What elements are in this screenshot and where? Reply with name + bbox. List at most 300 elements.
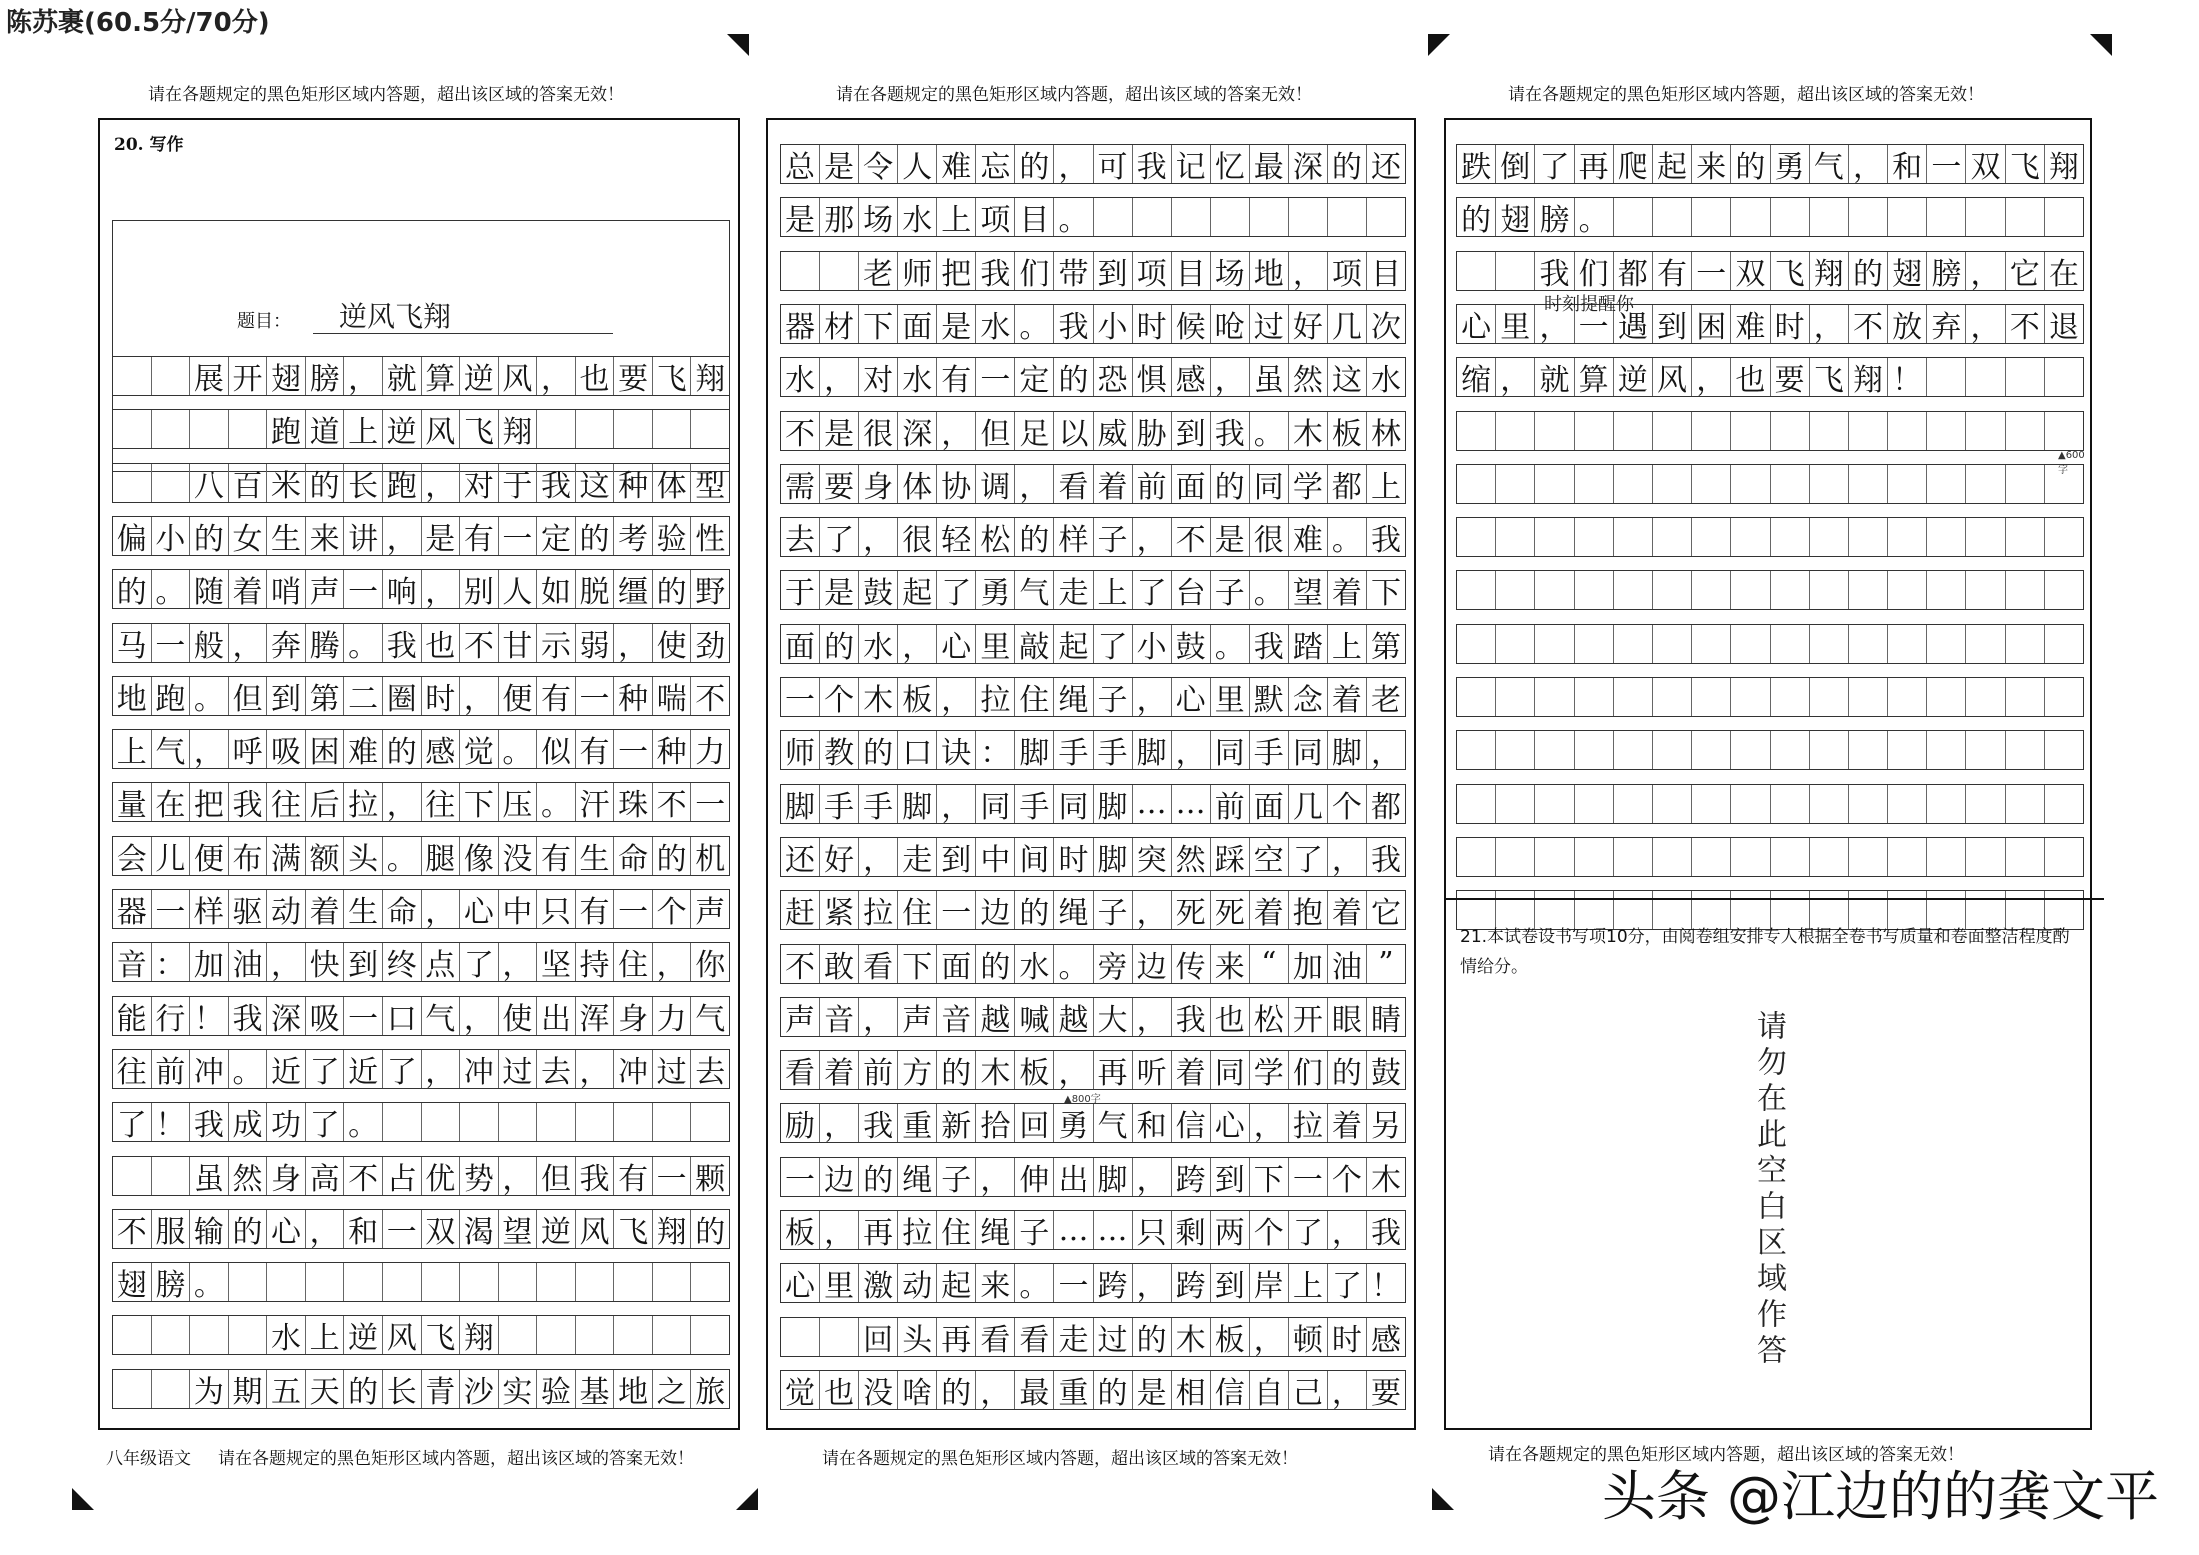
- grid-cell: ，: [1054, 145, 1093, 183]
- corner-mark: [736, 1488, 758, 1510]
- grid-cell: ，: [976, 1371, 1015, 1409]
- grid-cell: 勇: [976, 571, 1015, 609]
- grid-cell: 时: [1328, 1318, 1367, 1356]
- grid-cell: [1810, 625, 1849, 663]
- grid-cell: 使: [499, 997, 538, 1035]
- grid-cell: ，: [306, 1210, 345, 1248]
- grid-cell: 使: [653, 624, 692, 662]
- grid-cell: 过: [1250, 305, 1289, 343]
- grid-cell: [1367, 198, 1405, 236]
- grid-cell: 不: [1172, 518, 1211, 556]
- grid-cell: [1496, 571, 1535, 609]
- grid-cell: 一: [653, 1157, 692, 1195]
- grid-cell: 项: [976, 198, 1015, 236]
- grid-cell: [1692, 518, 1731, 556]
- bottom-notice: 请在各题规定的黑色矩形区域内答题，超出该区域的答案无效！: [1488, 1445, 1964, 1465]
- grid-cell: 验: [537, 1370, 576, 1408]
- grid-cell: ，: [267, 943, 306, 981]
- grid-cell: 。: [190, 677, 229, 715]
- grid-cell: 要: [1771, 358, 1810, 396]
- grid-cell: 也: [422, 624, 461, 662]
- grid-cell: 拉: [344, 783, 383, 821]
- grid-cell: 偏: [113, 517, 152, 555]
- grid-cell: 来: [1211, 945, 1250, 983]
- grid-cell: 很: [1250, 518, 1289, 556]
- grid-cell: 同: [1289, 731, 1328, 769]
- grid-cell: …: [1133, 785, 1172, 823]
- grid-cell: 力: [695, 735, 726, 771]
- grid-cell: 里: [820, 1264, 859, 1302]
- grid-cell: 风: [576, 1210, 615, 1248]
- grid-cell: 跌: [1457, 145, 1496, 183]
- grid-cell: [383, 1103, 422, 1141]
- grid-cell: 不: [695, 681, 726, 717]
- grid-cell: 那: [820, 198, 859, 236]
- grid-cell: 。: [344, 1103, 383, 1141]
- grid-cell: [1653, 731, 1692, 769]
- grid-cell: 我: [1370, 1216, 1401, 1251]
- answer-panel-2: [766, 118, 1416, 1430]
- grid-cell: 我: [1370, 842, 1401, 878]
- grid-row: [1456, 677, 2084, 717]
- grid-cell: 逆: [344, 1316, 383, 1354]
- grid-cell: 大: [1094, 998, 1133, 1036]
- grid-cell: 油: [229, 943, 268, 981]
- grid-cell: [1888, 465, 1927, 503]
- grid-cell: 板: [1015, 1051, 1054, 1089]
- grid-cell: 野: [695, 575, 726, 611]
- grid-cell: 了: [383, 1050, 422, 1088]
- grid-cell: 脚: [1094, 785, 1133, 823]
- grid-cell: 风: [383, 1316, 422, 1354]
- grid-cell: [1535, 625, 1574, 663]
- grid-cell: 气: [422, 997, 461, 1035]
- grid-cell: ，: [1133, 678, 1172, 716]
- grid-row: [780, 517, 1406, 557]
- grid-cell: [1849, 198, 1888, 236]
- grid-cell: 有: [537, 837, 576, 875]
- grid-cell: 着: [820, 1051, 859, 1089]
- grid-cell: 的: [1849, 252, 1888, 290]
- grid-cell: 一: [1692, 252, 1731, 290]
- grid-cell: 动: [267, 890, 306, 928]
- grid-cell: 走: [1054, 1318, 1093, 1356]
- grid-cell: [1771, 625, 1810, 663]
- grid-cell: 拉: [859, 891, 898, 929]
- grid-cell: 敲: [1015, 625, 1054, 663]
- grid-row: [112, 1262, 730, 1302]
- grid-cell: ，: [1328, 1211, 1367, 1249]
- grid-cell: 感: [1172, 358, 1211, 396]
- grid-cell: 有: [537, 677, 576, 715]
- grid-cell: 压: [499, 783, 538, 821]
- grid-cell: 地: [1250, 252, 1289, 290]
- grid-cell: 声: [695, 895, 726, 930]
- grid-cell: 我: [1370, 523, 1401, 559]
- title-prefix: 题目：: [237, 311, 291, 332]
- grid-cell: [460, 1103, 499, 1141]
- grid-row: [780, 890, 1406, 930]
- grid-cell: 一: [614, 730, 653, 768]
- grid-cell: 长: [383, 1370, 422, 1408]
- grid-cell: 了: [1094, 625, 1133, 663]
- grid-cell: 面: [1250, 785, 1289, 823]
- grid-cell: 一: [695, 788, 726, 824]
- grid-cell: [1888, 518, 1927, 556]
- grid-cell: 目: [1172, 252, 1211, 290]
- grid-cell: 旅: [695, 1374, 726, 1410]
- grid-cell: 敢: [820, 945, 859, 983]
- grid-cell: 不: [344, 1157, 383, 1195]
- grid-cell: [1966, 198, 2005, 236]
- grid-cell: 有: [576, 730, 615, 768]
- grid-row: [112, 356, 730, 396]
- grid-cell: [1731, 625, 1770, 663]
- grid-row: [112, 1369, 730, 1409]
- grid-cell: [1535, 412, 1574, 450]
- grid-cell: 我: [190, 1103, 229, 1141]
- grid-cell: ！: [1370, 1269, 1401, 1305]
- grid-cell: 子: [1211, 571, 1250, 609]
- grid-cell: 放: [1888, 305, 1927, 343]
- grid-cell: 。: [344, 624, 383, 662]
- grid-cell: 样: [190, 890, 229, 928]
- grid-cell: ，: [976, 1158, 1015, 1196]
- grid-cell: 是: [820, 145, 859, 183]
- grid-cell: [1849, 571, 1888, 609]
- grid-cell: ，: [1966, 305, 2005, 343]
- grid-cell: 了: [937, 571, 976, 609]
- grid-cell: ：: [976, 731, 1015, 769]
- grid-cell: 死: [1211, 891, 1250, 929]
- grid-cell: 好: [820, 838, 859, 876]
- grid-cell: 的: [937, 1051, 976, 1089]
- grid-cell: 膀: [1535, 198, 1574, 236]
- grid-row: [112, 463, 730, 503]
- grid-row: [780, 997, 1406, 1037]
- grid-cell: 呼: [229, 730, 268, 768]
- grid-cell: 绳: [898, 1158, 937, 1196]
- grid-cell: 的: [820, 625, 859, 663]
- grid-cell: [1692, 731, 1731, 769]
- grid-cell: 材: [820, 305, 859, 343]
- grid-cell: 记: [1172, 145, 1211, 183]
- grid-cell: 示: [537, 624, 576, 662]
- grid-cell: 头: [898, 1318, 937, 1356]
- grid-cell: [152, 464, 191, 502]
- grid-cell: 逆: [383, 410, 422, 448]
- grid-cell: 间: [1015, 838, 1054, 876]
- grid-cell: 着: [1328, 678, 1367, 716]
- grid-cell: ，: [1015, 465, 1054, 503]
- grid-cell: 近: [267, 1050, 306, 1088]
- grid-row: [780, 144, 1406, 184]
- grid-cell: 越: [976, 998, 1015, 1036]
- grid-cell: ，: [1133, 998, 1172, 1036]
- grid-cell: [1888, 785, 1927, 823]
- grid-cell: [1849, 731, 1888, 769]
- grid-cell: 踩: [1211, 838, 1250, 876]
- answer-panel-1: [98, 118, 740, 1430]
- grid-cell: 奔: [267, 624, 306, 662]
- grid-cell: 之: [653, 1370, 692, 1408]
- grid-cell: 脚: [1133, 731, 1172, 769]
- grid-cell: [152, 357, 191, 395]
- grid-cell: [1457, 412, 1496, 450]
- grid-cell: 长: [344, 464, 383, 502]
- grid-cell: 老: [859, 252, 898, 290]
- grid-cell: 去: [695, 1054, 726, 1090]
- grid-cell: 需: [781, 465, 820, 503]
- grid-cell: 于: [499, 464, 538, 502]
- grid-cell: 手: [1094, 731, 1133, 769]
- grid-cell: [691, 1263, 729, 1301]
- grid-cell: ，: [383, 783, 422, 821]
- grid-cell: [1614, 412, 1653, 450]
- grid-cell: 感: [1370, 1322, 1401, 1358]
- grid-cell: 深: [267, 997, 306, 1035]
- grid-cell: 鼓: [859, 571, 898, 609]
- grid-cell: 腾: [306, 624, 345, 662]
- grid-cell: 出: [537, 997, 576, 1035]
- grid-cell: 然: [229, 1157, 268, 1195]
- grid-cell: 体: [653, 464, 692, 502]
- grid-cell: 我: [859, 1104, 898, 1142]
- blank-area-notice: 请勿在此空白区域作答: [1751, 1010, 1786, 1370]
- grid-cell: 验: [653, 517, 692, 555]
- grid-cell: 口: [383, 997, 422, 1035]
- grid-cell: [1731, 465, 1770, 503]
- grid-cell: 中: [976, 838, 1015, 876]
- grid-cell: [2045, 198, 2083, 236]
- grid-cell: [1888, 198, 1927, 236]
- grid-cell: 越: [1054, 998, 1093, 1036]
- grid-cell: [152, 1370, 191, 1408]
- grid-cell: 项: [1328, 252, 1367, 290]
- grid-cell: 飞: [2006, 145, 2045, 183]
- grid-cell: [1692, 412, 1731, 450]
- grid-cell: 的: [576, 517, 615, 555]
- grid-cell: 还: [781, 838, 820, 876]
- grid-cell: 手: [1250, 731, 1289, 769]
- grid-row: [112, 729, 730, 769]
- grid-cell: 不: [113, 1210, 152, 1248]
- grid-cell: 持: [576, 943, 615, 981]
- grid-cell: 子: [1015, 1211, 1054, 1249]
- grid-cell: 心: [460, 890, 499, 928]
- grid-cell: 带: [1054, 252, 1093, 290]
- grid-cell: 了: [1535, 145, 1574, 183]
- grid-cell: ，: [1133, 518, 1172, 556]
- grid-cell: 女: [229, 517, 268, 555]
- grid-cell: ，: [937, 412, 976, 450]
- grid-row: [780, 304, 1406, 344]
- grid-cell: 风: [422, 410, 461, 448]
- grid-cell: ，: [1211, 358, 1250, 396]
- grid-row: [112, 1209, 730, 1249]
- grid-cell: 五: [267, 1370, 306, 1408]
- grid-cell: 个: [1328, 785, 1367, 823]
- grid-cell: 木: [859, 678, 898, 716]
- grid-cell: 实: [499, 1370, 538, 1408]
- grid-cell: 水: [1015, 945, 1054, 983]
- grid-cell: 边: [820, 1158, 859, 1196]
- grid-cell: 的: [1328, 1051, 1367, 1089]
- grid-cell: 着: [1328, 571, 1367, 609]
- grid-cell: [1771, 412, 1810, 450]
- grid-cell: 的: [653, 570, 692, 608]
- grid-cell: 的: [1015, 145, 1054, 183]
- grid-cell: 胁: [1133, 412, 1172, 450]
- grid-cell: 脚: [1094, 1158, 1133, 1196]
- grid-cell: 下: [859, 305, 898, 343]
- grid-cell: [1614, 678, 1653, 716]
- grid-cell: [1810, 571, 1849, 609]
- grid-cell: 到: [1094, 252, 1133, 290]
- grid-cell: 手: [820, 785, 859, 823]
- grid-cell: 板: [1211, 1318, 1250, 1356]
- grid-cell: 跑: [383, 464, 422, 502]
- title-underline: [313, 333, 613, 334]
- grid-row: [1456, 570, 2084, 610]
- grid-cell: [820, 1318, 859, 1356]
- grid-cell: [1771, 678, 1810, 716]
- grid-cell: 逆: [537, 1210, 576, 1248]
- grid-cell: 时: [1054, 838, 1093, 876]
- grid-cell: 。: [383, 837, 422, 875]
- grid-cell: 了: [1289, 1211, 1328, 1249]
- grid-row: [780, 1157, 1406, 1197]
- grid-cell: [1966, 412, 2005, 450]
- grid-cell: [2045, 571, 2083, 609]
- grid-cell: 下: [1370, 576, 1401, 612]
- grid-cell: 在: [152, 783, 191, 821]
- grid-cell: 要: [1370, 1375, 1401, 1411]
- grid-cell: 轻: [937, 518, 976, 556]
- grid-cell: [2045, 731, 2083, 769]
- grid-cell: 死: [1172, 891, 1211, 929]
- grid-cell: [1496, 785, 1535, 823]
- grid-cell: [1966, 625, 2005, 663]
- grid-cell: 到: [1211, 1158, 1250, 1196]
- grid-cell: 快: [306, 943, 345, 981]
- grid-cell: 己: [1289, 1371, 1328, 1409]
- grid-cell: 天: [306, 1370, 345, 1408]
- grid-cell: 学: [1289, 465, 1328, 503]
- grid-cell: 绳: [976, 1211, 1015, 1249]
- grid-cell: 是: [1211, 518, 1250, 556]
- grid-cell: [2006, 731, 2045, 769]
- grid-cell: 定: [1015, 358, 1054, 396]
- grid-cell: 板: [1328, 412, 1367, 450]
- grid-cell: 翔: [499, 410, 538, 448]
- grid-cell: 二: [344, 677, 383, 715]
- bottom-notice: 请在各题规定的黑色矩形区域内答题，超出该区域的答案无效！: [218, 1449, 694, 1469]
- grid-cell: [691, 1103, 729, 1141]
- grid-cell: 松: [1250, 998, 1289, 1036]
- grid-cell: 手: [1015, 785, 1054, 823]
- grid-cell: 这: [576, 464, 615, 502]
- grid-cell: ，: [1133, 891, 1172, 929]
- grid-cell: 然: [1289, 358, 1328, 396]
- grid-cell: 木: [1370, 1162, 1401, 1198]
- grid-cell: 相: [1172, 1371, 1211, 1409]
- grid-cell: 们: [1015, 252, 1054, 290]
- grid-cell: 行: [152, 997, 191, 1035]
- grid-cell: 心: [937, 625, 976, 663]
- grid-cell: 踏: [1289, 625, 1328, 663]
- grid-cell: 响: [383, 570, 422, 608]
- grid-cell: 听: [1133, 1051, 1172, 1089]
- grid-cell: ，: [460, 997, 499, 1035]
- grid-cell: ，: [576, 1050, 615, 1088]
- grid-cell: 随: [190, 570, 229, 608]
- corner-mark: [727, 34, 749, 56]
- grid-cell: 的: [306, 464, 345, 502]
- grid-cell: ，: [344, 357, 383, 395]
- grid-cell: 我: [537, 464, 576, 502]
- grid-cell: 劲: [695, 628, 726, 664]
- grid-cell: 一: [1927, 145, 1966, 183]
- grid-cell: 。: [1328, 518, 1367, 556]
- grid-cell: [1771, 571, 1810, 609]
- grid-cell: 种: [653, 730, 692, 768]
- grid-cell: 忘: [976, 145, 1015, 183]
- grid-cell: 跨: [1172, 1264, 1211, 1302]
- grid-cell: 令: [859, 145, 898, 183]
- grid-cell: 虽: [190, 1157, 229, 1195]
- grid-cell: 膀: [306, 357, 345, 395]
- grid-cell: [190, 410, 229, 448]
- grid-cell: 生: [267, 517, 306, 555]
- grid-cell: 。: [1054, 945, 1093, 983]
- grid-cell: 住: [1015, 678, 1054, 716]
- grid-cell: 场: [1211, 252, 1250, 290]
- grid-cell: [1927, 571, 1966, 609]
- grid-row: [780, 1370, 1406, 1410]
- grid-cell: 的: [695, 1214, 726, 1250]
- grid-cell: [1966, 785, 2005, 823]
- grid-cell: 水: [898, 198, 937, 236]
- grid-cell: 过: [499, 1050, 538, 1088]
- grid-cell: [2045, 358, 2083, 396]
- grid-cell: 似: [537, 730, 576, 768]
- grid-cell: 脚: [1094, 838, 1133, 876]
- grid-cell: 水: [1370, 363, 1401, 399]
- grid-cell: [1771, 198, 1810, 236]
- answer-panel-3: [1444, 118, 2092, 1430]
- grid-cell: 功: [267, 1103, 306, 1141]
- grid-cell: [1653, 518, 1692, 556]
- grid-cell: 期: [229, 1370, 268, 1408]
- grid-cell: [1692, 465, 1731, 503]
- grid-cell: 要: [820, 465, 859, 503]
- grid-cell: 腿: [422, 837, 461, 875]
- grid-cell: [1927, 731, 1966, 769]
- grid-cell: 到: [344, 943, 383, 981]
- grid-cell: ，: [1370, 736, 1401, 772]
- grid-cell: 人: [898, 145, 937, 183]
- grid-cell: [229, 410, 268, 448]
- grid-cell: [1535, 838, 1574, 876]
- grid-cell: 很: [859, 412, 898, 450]
- grid-cell: 把: [937, 252, 976, 290]
- grid-cell: 膀: [152, 1263, 191, 1301]
- grid-cell: 它: [1370, 896, 1401, 932]
- grid-cell: [2006, 785, 2045, 823]
- grid-cell: 面: [937, 945, 976, 983]
- grid-cell: 跨: [1172, 1158, 1211, 1196]
